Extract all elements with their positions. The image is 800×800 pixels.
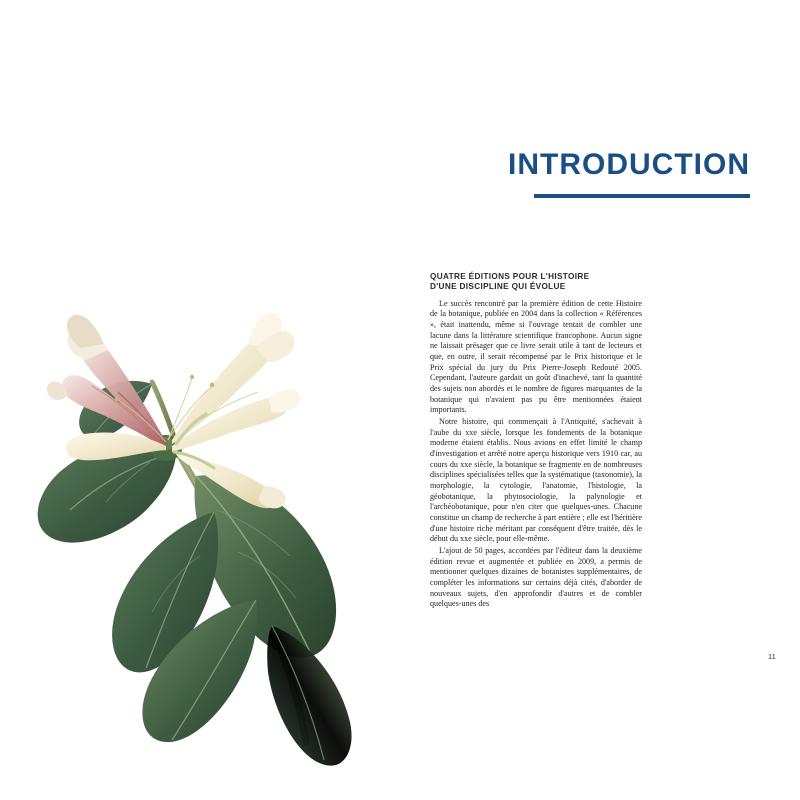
page-title: INTRODUCTION: [508, 148, 750, 181]
body-paragraph: Notre histoire, qui commençait à l'Antiquité, s'achevait à l'aube du xxe siècle, lorsque les fondements de la botanique moderne étaient établis. Nous avions en effet limité le champ d'investigation et arrêté notre aperçu historique vers 1910 car, au cours du xxe siècle, la botanique se fragmente en de nombreuses disciplines spécialisées telles que la systématique (taxonomie), la morphologie, la cytologie, l'anatomie, l'histologie, la géobotanique, la phytosociologie, la palynologie et l'archéobotanique, pour n'en citer que quelques-unes. Chacune constitue un champ de recherche à part entière ; elle est l'héritière d'une histoire riche méritant par conséquent d'être traitée, dès le début du xxe siècle, pour elle-même.: [430, 416, 643, 544]
title-underline-rule: [534, 194, 750, 198]
body-paragraph: L'ajout de 50 pages, accordées par l'éditeur dans la deuxième édition revue et augmentée et publiée en 2009, a permis de mentionner quelques dizaines de botanistes supplémentaires, de compléter les informations sur certains déjà cités, d'aborder de nouveaux sujets, d'en approfondir d'autres et de combler quelques-unes des: [430, 545, 642, 609]
section-kicker: [430, 272, 642, 293]
page-number-folio: 11: [768, 652, 776, 661]
section-kicker-line-1: QUATRE ÉDITIONS POUR L'HISTOIRE: [430, 272, 590, 281]
intro-heading-block: [430, 150, 750, 198]
body-text-column: [430, 272, 642, 611]
body-paragraph: Le succès rencontré par la première édition de cette Histoire de la botanique, publiée en 2004 dans la collection « Références », était inattendu, même si l'ouvrage tentait de combler une lacune dans la littérature scientifique francophone. Aucun signe ne laissait présager que ce livre serait utile à tant de lecteurs et que, en outre, il serait récompensé par le Prix historique et le Prix spécial du jury du Prix Pierre-Joseph Redouté 2005. Cependant, l'auteure gardait un goût d'inachevé, tant la quantité des sujets non abordés et le nombre de figures marquantes de la botanique qui n'avaient pas pu être mentionnées étaient importants.: [430, 298, 642, 415]
section-kicker-line-2: D'UNE DISCIPLINE QUI ÉVOLUE: [430, 282, 566, 292]
